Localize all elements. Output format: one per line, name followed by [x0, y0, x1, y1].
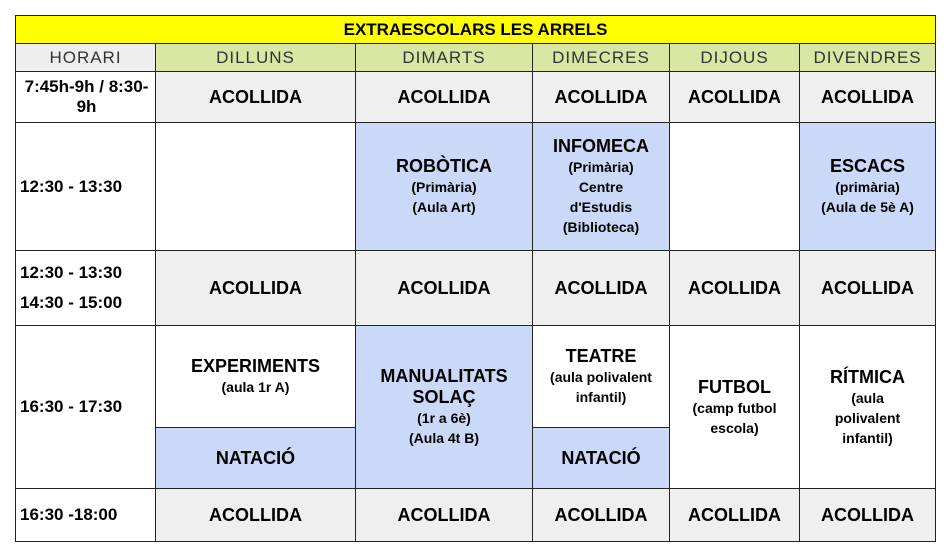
time-slot — [16, 251, 156, 326]
activity-cell — [533, 72, 670, 123]
activity-cell — [800, 251, 936, 326]
activity-title: ACOLLIDA — [821, 504, 915, 525]
activity-cell — [533, 123, 670, 251]
activity-detail: (primària) — [835, 179, 900, 195]
activity-detail: (aula 1r A) — [221, 379, 290, 395]
schedule-table — [15, 15, 936, 542]
activity-title: NATACIÓ — [561, 447, 641, 468]
activity-title: ACOLLIDA — [688, 86, 781, 107]
activity-cell — [670, 489, 800, 542]
header-dilluns: DILLUNS — [156, 44, 356, 72]
activity-cell — [356, 326, 533, 489]
activity-cell — [156, 251, 356, 326]
activity-detail: (Biblioteca) — [562, 219, 640, 235]
empty-cell — [156, 123, 356, 251]
header-dimarts: DIMARTS — [356, 44, 533, 72]
activity-detail: Centre — [578, 179, 624, 195]
activity-detail: (Aula de 5è A) — [821, 199, 914, 215]
activity-cell — [800, 326, 936, 489]
activity-title: ACOLLIDA — [209, 277, 302, 298]
activity-detail: (aula — [851, 389, 884, 406]
activity-detail: polivalent — [834, 409, 901, 426]
activity-detail: d'Estudis — [569, 199, 633, 215]
activity-title: TEATRE — [565, 346, 637, 366]
time-slot: 7:45h-9h / 8:30-9h — [16, 72, 156, 123]
header-divendres: DIVENDRES — [800, 44, 936, 72]
header-dijous: DIJOUS — [670, 44, 800, 72]
time-slot-a: 12:30 - 13:30 — [20, 263, 123, 282]
activity-detail: (Primària) — [568, 159, 634, 175]
activity-cell — [670, 251, 800, 326]
schedule-wrapper — [15, 15, 936, 542]
activity-title: ROBÒTICA — [396, 156, 492, 176]
empty-cell — [670, 123, 800, 251]
activity-title: ACOLLIDA — [397, 277, 491, 298]
activity-title: ACOLLIDA — [209, 86, 302, 107]
activity-cell — [533, 428, 670, 489]
activity-title: ACOLLIDA — [397, 504, 491, 525]
activity-detail: (1r a 6è) — [417, 410, 471, 426]
time-slot: 16:30 - 17:30 — [16, 326, 156, 489]
activity-detail: (Aula 4t B) — [409, 430, 479, 446]
activity-cell — [156, 489, 356, 542]
activity-detail: escola) — [710, 419, 759, 436]
activity-detail: (Primària) — [411, 179, 477, 195]
activity-detail: (Aula Art) — [412, 199, 476, 215]
activity-cell — [670, 72, 800, 123]
activity-title: FUTBOL — [698, 376, 771, 397]
activity-cell — [156, 72, 356, 123]
activity-title: ACOLLIDA — [209, 504, 302, 525]
activity-title: ACOLLIDA — [821, 277, 915, 298]
activity-detail: (aula polivalent — [550, 369, 652, 385]
activity-cell — [533, 251, 670, 326]
activity-title: ACOLLIDA — [688, 504, 781, 525]
activity-detail: infantil) — [842, 429, 893, 446]
activity-cell — [156, 326, 356, 428]
activity-title: ACOLLIDA — [554, 86, 648, 107]
activity-title: ACOLLIDA — [688, 277, 781, 298]
activity-title: NATACIÓ — [215, 447, 296, 468]
time-slot: 16:30 -18:00 — [16, 489, 156, 542]
activity-title: SOLAÇ — [412, 387, 476, 407]
activity-title: MANUALITATS — [380, 366, 508, 386]
activity-cell — [156, 428, 356, 489]
activity-cell — [800, 489, 936, 542]
header-dimecres: DIMECRES — [533, 44, 670, 72]
time-slot: 12:30 - 13:30 — [16, 123, 156, 251]
activity-cell — [800, 72, 936, 123]
activity-cell — [356, 489, 533, 542]
activity-cell — [356, 72, 533, 123]
header-horari: HORARI — [16, 44, 156, 72]
activity-title: ACOLLIDA — [821, 86, 915, 107]
activity-cell — [533, 326, 670, 428]
activity-title: ESCACS — [830, 156, 906, 176]
activity-cell — [356, 251, 533, 326]
activity-title: ACOLLIDA — [397, 86, 491, 107]
activity-cell — [533, 489, 670, 542]
activity-title: INFOMECA — [553, 136, 649, 156]
activity-cell — [800, 123, 936, 251]
activity-detail: infantil) — [575, 389, 627, 405]
activity-cell — [670, 326, 800, 489]
activity-title: RÍTMICA — [830, 366, 906, 387]
table-title: EXTRAESCOLARS LES ARRELS — [16, 16, 936, 44]
activity-title: ACOLLIDA — [554, 504, 648, 525]
activity-title: EXPERIMENTS — [190, 356, 321, 376]
activity-cell — [356, 123, 533, 251]
time-slot-b: 14:30 - 15:00 — [20, 293, 123, 312]
activity-detail: (camp futbol — [692, 399, 777, 416]
activity-title: ACOLLIDA — [554, 277, 648, 298]
